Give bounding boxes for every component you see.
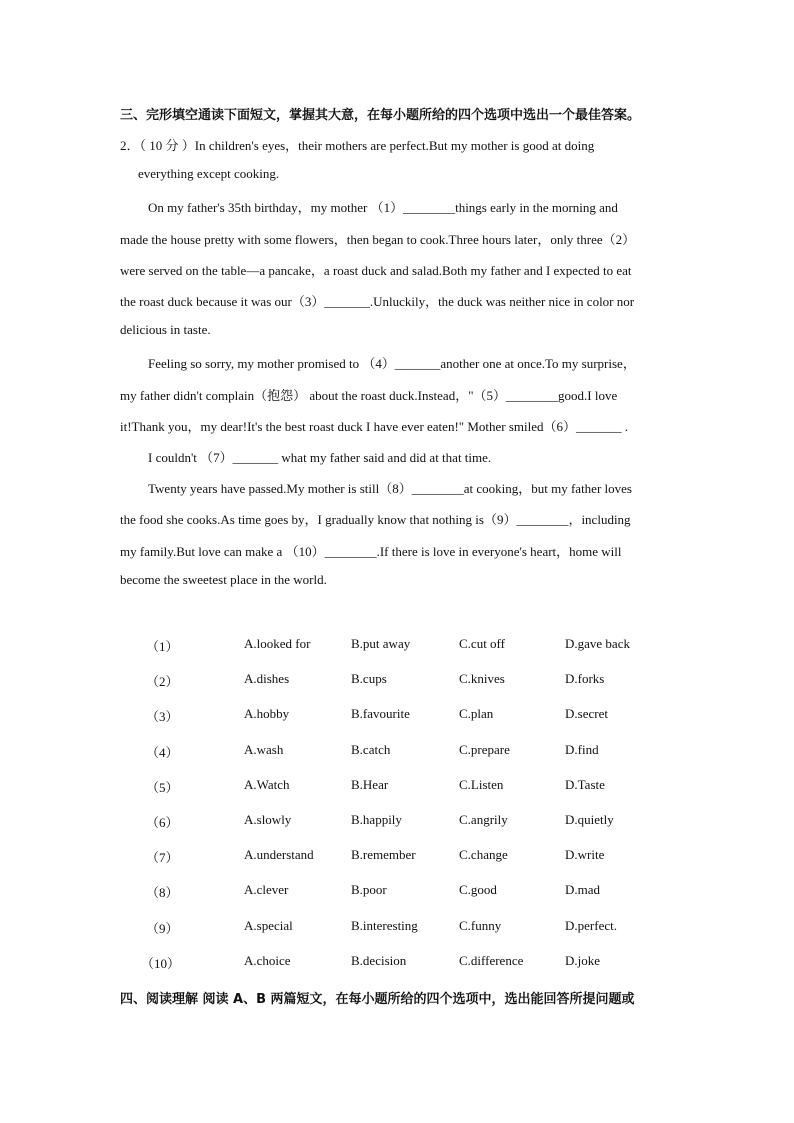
option-c: C.prepare <box>459 742 510 757</box>
option-d: D.gave back <box>565 636 630 651</box>
option-c: C.cut off <box>459 636 505 651</box>
option-c: C.plan <box>459 706 494 721</box>
option-a: A.hobby <box>244 706 290 721</box>
option-number: （6） <box>146 815 179 830</box>
option-a: A.slowly <box>244 812 292 827</box>
option-number: （8） <box>146 885 179 900</box>
passage-line: were served on the table—a pancake，a roast duck and salad.Both my father and I expected to eat <box>120 263 632 278</box>
section3-heading: 三、完形填空通读下面短文，掌握其大意，在每小题所给的四个选项中选出一个最佳答案。 <box>120 108 641 123</box>
passage-line: it!Thank you，my dear!It's the best roast duck I have ever eaten!" Mother smiled（6）_______ . <box>120 419 629 434</box>
option-d: D.write <box>565 847 605 862</box>
option-a: A.special <box>244 918 293 933</box>
option-a: A.choice <box>244 953 291 968</box>
option-c: C.good <box>459 882 497 897</box>
option-a: A.wash <box>244 742 284 757</box>
option-b: B.poor <box>351 882 387 897</box>
option-a: A.dishes <box>244 671 290 686</box>
option-b: B.put away <box>351 636 411 651</box>
option-a: A.looked for <box>244 636 311 651</box>
option-d: D.perfect. <box>565 918 617 933</box>
option-b: B.decision <box>351 953 407 968</box>
option-d: D.secret <box>565 706 608 721</box>
passage-line: made the house pretty with some flowers，then began to cook.Three hours later，only three（2） <box>120 232 636 247</box>
option-d: D.Taste <box>565 777 605 792</box>
passage-line: the food she cooks.As time goes by，I gradually know that nothing is（9）________，including <box>120 512 631 527</box>
passage-line: I couldn't （7）_______ what my father said and did at that time. <box>148 450 492 465</box>
option-b: B.interesting <box>351 918 418 933</box>
passage-line: my father didn't complain（抱怨） about the roast duck.Instead，"（5）________good.I love <box>120 388 618 403</box>
option-c: C.angrily <box>459 812 508 827</box>
option-b: B.happily <box>351 812 402 827</box>
option-number: （1） <box>146 639 179 654</box>
option-d: D.forks <box>565 671 605 686</box>
section4-heading: 四、阅读理解 阅读 A、B 两篇短文，在每小题所给的四个选项中，选出能回答所提问题或 <box>120 992 635 1007</box>
option-c: C.difference <box>459 953 524 968</box>
option-b: B.cups <box>351 671 387 686</box>
option-b: B.favourite <box>351 706 410 721</box>
passage-line: On my father's 35th birthday，my mother （1）________things early in the morning and <box>148 200 618 215</box>
option-a: A.Watch <box>244 777 290 792</box>
option-number: （7） <box>146 850 179 865</box>
option-c: C.knives <box>459 671 505 686</box>
option-c: C.Listen <box>459 777 504 792</box>
option-a: A.understand <box>244 847 314 862</box>
option-d: D.mad <box>565 882 601 897</box>
option-d: D.joke <box>565 953 601 968</box>
passage-line: become the sweetest place in the world. <box>120 572 327 587</box>
option-b: B.catch <box>351 742 391 757</box>
option-number: （4） <box>146 745 179 760</box>
passage-line: the roast duck because it was our（3）_______.Unluckily，the duck was neither nice in color nor <box>120 294 635 309</box>
option-number: （10） <box>141 956 181 971</box>
passage-line: delicious in taste. <box>120 322 211 337</box>
option-c: C.change <box>459 847 508 862</box>
passage-line: Twenty years have passed.My mother is still（8）________at cooking，but my father loves <box>148 481 632 496</box>
option-a: A.clever <box>244 882 289 897</box>
option-b: B.Hear <box>351 777 389 792</box>
question-line-1: 2．（ 10 分 ）In children's eyes，their mothers are perfect.But my mother is good at doing <box>120 138 595 153</box>
option-number: （9） <box>146 921 179 936</box>
option-d: D.find <box>565 742 599 757</box>
option-c: C.funny <box>459 918 502 933</box>
option-d: D.quietly <box>565 812 614 827</box>
passage-line: Feeling so sorry, my mother promised to （4）_______another one at once.To my surprise， <box>148 356 636 371</box>
option-number: （2） <box>146 674 179 689</box>
question-line-2: everything except cooking. <box>138 166 280 181</box>
option-number: （3） <box>146 709 179 724</box>
passage-line: my family.But love can make a （10）________.If there is love in everyone's heart，home will <box>120 544 622 559</box>
option-b: B.remember <box>351 847 416 862</box>
option-number: （5） <box>146 780 179 795</box>
